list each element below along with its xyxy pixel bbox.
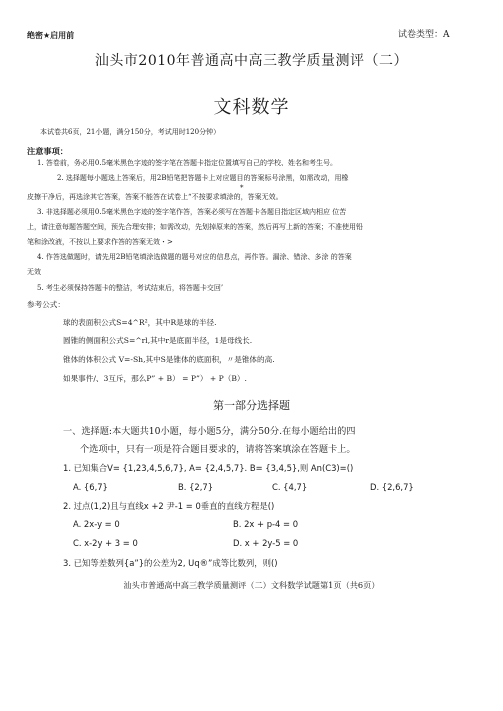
part1-title: 第一部分选择题 <box>213 399 290 412</box>
notes-item-3-cont-1: 上，请注意每题答题空间，预先合理安排；如需改动，先划掉原来的答案，然后再写上新的答案；不准使用铅 <box>27 223 363 231</box>
notes-item-3: 3. 非选择题必须用0.5毫米黑色字迹的签字笔作答，答案必须写在答题卡各题目指定区域内相应 位苦 <box>37 208 347 216</box>
formula-cone: 圆锥的侧面积公式S=^rl,其中r是底面半径，1是母线长. <box>63 336 253 345</box>
exam-intro: 本试卷共6页，21小题，满分150分，考试用时120分钟） <box>40 128 221 136</box>
question-3-stem: 3. 已知等差数列{a”}的公差为2, Uq®”成等比数列，则() <box>63 558 278 568</box>
question-1-option-d: D. {2,6,7} <box>370 482 414 492</box>
part1-instruction-1: 一、选择题:本大题共10小题，每小题5分，满分50分.在每小题给出的四 <box>63 426 356 437</box>
notes-item-3-cont-2: 笔和涂改液，不按以上要求作答的答案无效・> <box>27 238 173 246</box>
formula-pyramid: 锥体的体积公式 V=-Sh,其中S是锥体的底面积，〃是锥体的高. <box>63 355 275 364</box>
part1-instruction-2: 个选项中，只有一项是符合题目要求的，请将答案填涂在答题卡上。 <box>80 444 356 455</box>
paper-type: 试卷类型：A <box>398 30 450 40</box>
question-2-option-d: D. x + 2y-5 = 0 <box>233 538 299 548</box>
formula-events: 如果事件/、3互斥，那么P” + B） = P”） + P（B）. <box>63 374 247 383</box>
notes-asterisk: * <box>240 184 244 192</box>
question-1-option-a: A. {6,7} <box>73 482 108 492</box>
page-footer: 汕头市普通高中高三教学质量测评（二）文科数学试题第1页（共6页） <box>123 580 380 590</box>
secret-mark: 绝密★启用前 <box>27 31 75 40</box>
exam-title: 汕头市2010年普通高中高三教学质量测评（二） <box>94 53 409 69</box>
notes-item-2: 2. 选择题每小题选上答案后，用2B铅笔把答题卡上对应题目的答案标号涂黑，如需改动，用橡 <box>57 174 349 182</box>
question-1-option-b: B. {2,7} <box>178 482 214 492</box>
notes-item-5: 5. 考生必须保持答题卡的整洁，考试结束后，将答题卡交回’ <box>37 284 224 292</box>
formula-sphere: 球的表面积公式S=4^R²，其中R是球的半径. <box>63 318 217 327</box>
question-1-stem: 1. 已知集合V= {1,23,4,5,6,7}, A= {2,4,5,7}. B= {3,4,5},则 An(C3)=() <box>63 463 354 473</box>
notes-heading: 注意事项： <box>27 146 68 156</box>
notes-item-4: 4. 作答选做题时，请先用2B铅笔填涂选做题的题号对应的信息点，再作答。漏涂、错涂、多涂 的答案 <box>37 253 352 261</box>
subject-title: 文科数学 <box>213 97 290 118</box>
question-2-option-b: B. 2x + p-4 = 0 <box>233 519 299 529</box>
notes-item-2-cont: 皮擦干净后，再选涂其它答案，答案不能答在试卷上“不按要求填涂的，答案无效。 <box>27 193 283 201</box>
formulas-heading: 参考公式： <box>27 300 65 309</box>
notes-item-4-cont: 无效 <box>27 268 41 276</box>
question-1-option-c: C. {4,7} <box>272 482 308 492</box>
question-2-option-a: A. 2x-y = 0 <box>73 519 120 529</box>
question-2-stem: 2. 过点(1,2)且与直线x +2 尹-1 = 0垂直的直线方程是() <box>63 501 275 511</box>
question-2-option-c: C. x-2y + 3 = 0 <box>73 538 138 548</box>
notes-item-1: 1. 答卷前，务必用0.5毫米黑色字迹的签字笔在答题卡指定位置填写自己的学校、姓名和考生号。 <box>37 159 338 167</box>
